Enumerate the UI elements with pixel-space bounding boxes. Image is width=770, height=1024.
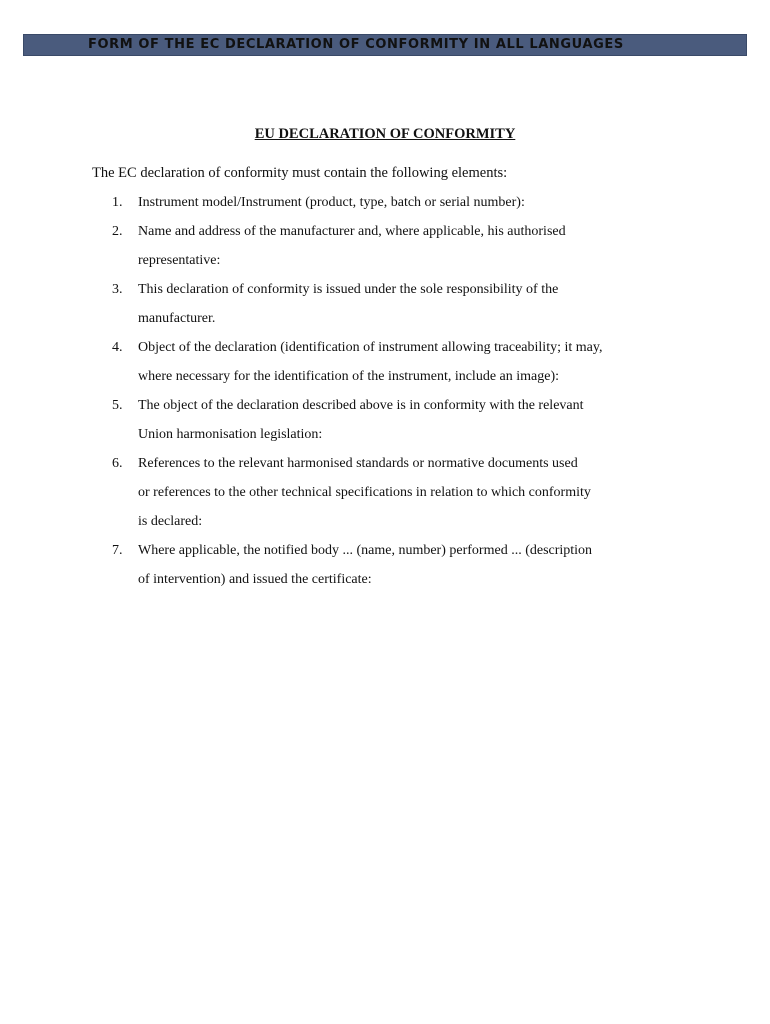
list-item-number: 3. [112,282,123,297]
list-item-text: of intervention) and issued the certificate: [138,572,372,587]
list-item-text: is declared: [138,514,203,529]
list-item-number: 4. [112,340,123,355]
document-title: EU DECLARATION OF CONFORMITY [254,126,516,142]
list-item-number: 2. [112,224,123,239]
banner-title: FORM OF THE EC DECLARATION OF CONFORMITY IN ALL LANGUAGES [88,37,624,52]
list-item-text: Where applicable, the notified body ... (name, number) performed ... (description [138,543,593,558]
list-item-number: 5. [112,398,123,413]
list-item-text: manufacturer. [138,311,216,326]
list-item-text: Instrument model/Instrument (product, type, batch or serial number): [138,195,525,210]
list-item-text: or references to the other technical specifications in relation to which conformity [138,485,591,500]
list-item-number: 7. [112,543,123,558]
list-item-number: 1. [112,195,123,210]
list-item-text: Union harmonisation legislation: [138,427,323,442]
list-item-text: Name and address of the manufacturer and, where applicable, his authorised [138,224,566,239]
list-item-text: This declaration of conformity is issued under the sole responsibility of the [138,282,559,297]
intro-paragraph: The EC declaration of conformity must contain the following elements: [92,165,508,181]
header-banner [23,34,747,56]
list-item-number: 6. [112,456,123,471]
list-item-text: References to the relevant harmonised standards or normative documents used [138,456,578,471]
list-item-text: Object of the declaration (identification of instrument allowing traceability; it may, [138,340,603,355]
list-item-text: The object of the declaration described above is in conformity with the relevant [138,398,584,413]
list-item-text: representative: [138,253,221,268]
list-item-text: where necessary for the identification of the instrument, include an image): [138,369,560,384]
